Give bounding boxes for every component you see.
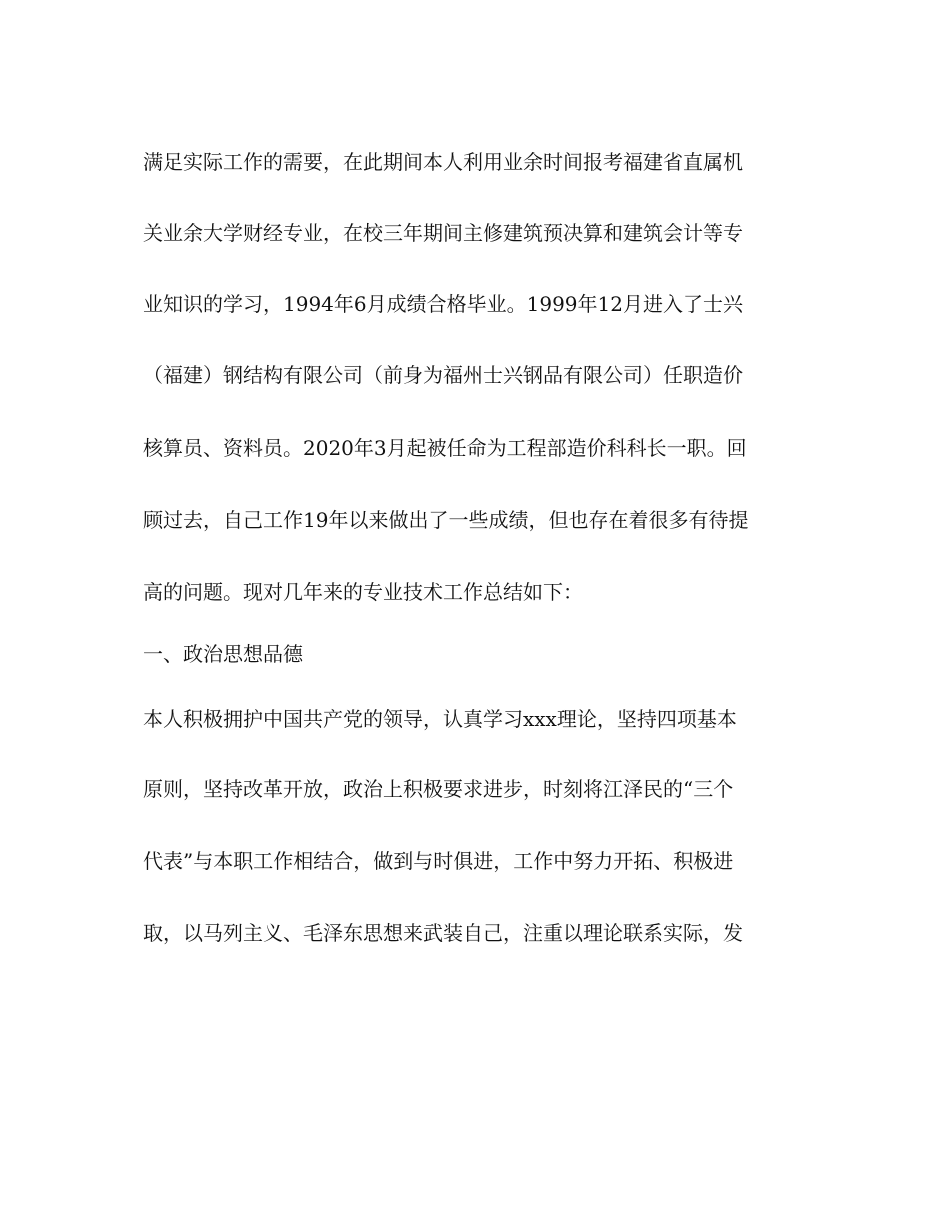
body-text-line: 业知识的学习，1994年6月成绩合格毕业。1999年12月进入了士兴 (143, 292, 743, 316)
body-text-line: 顾过去，自己工作19年以来做出了一些成绩，但也存在着很多有待提 (143, 508, 749, 532)
section-heading: 一、政治思想品德 (143, 642, 303, 666)
body-text-line: 满足实际工作的需要，在此期间本人利用业余时间报考福建省直属机 (143, 150, 743, 174)
body-text-line: 高的问题。现对几年来的专业技术工作总结如下： (143, 580, 583, 604)
body-text-line: 原则，坚持改革开放，政治上积极要求进步，时刻将江泽民的“三个 (143, 777, 734, 801)
body-text-line: 本人积极拥护中国共产党的领导，认真学习xxx理论，坚持四项基本 (143, 707, 737, 731)
body-text-line: 核算员、资料员。2020年3月起被任命为工程部造价科科长一职。回 (143, 436, 747, 460)
body-text-line: 代表”与本职工作相结合，做到与时俱进，工作中努力开拓、积极进 (143, 849, 734, 873)
body-text-line: 关业余大学财经专业，在校三年期间主修建筑预决算和建筑会计等专 (143, 221, 743, 245)
body-text-line: 取，以马列主义、毛泽东思想来武装自己，注重以理论联系实际，发 (143, 921, 743, 945)
body-text-line: （福建）钢结构有限公司（前身为福州士兴钢品有限公司）任职造价 (143, 363, 743, 387)
